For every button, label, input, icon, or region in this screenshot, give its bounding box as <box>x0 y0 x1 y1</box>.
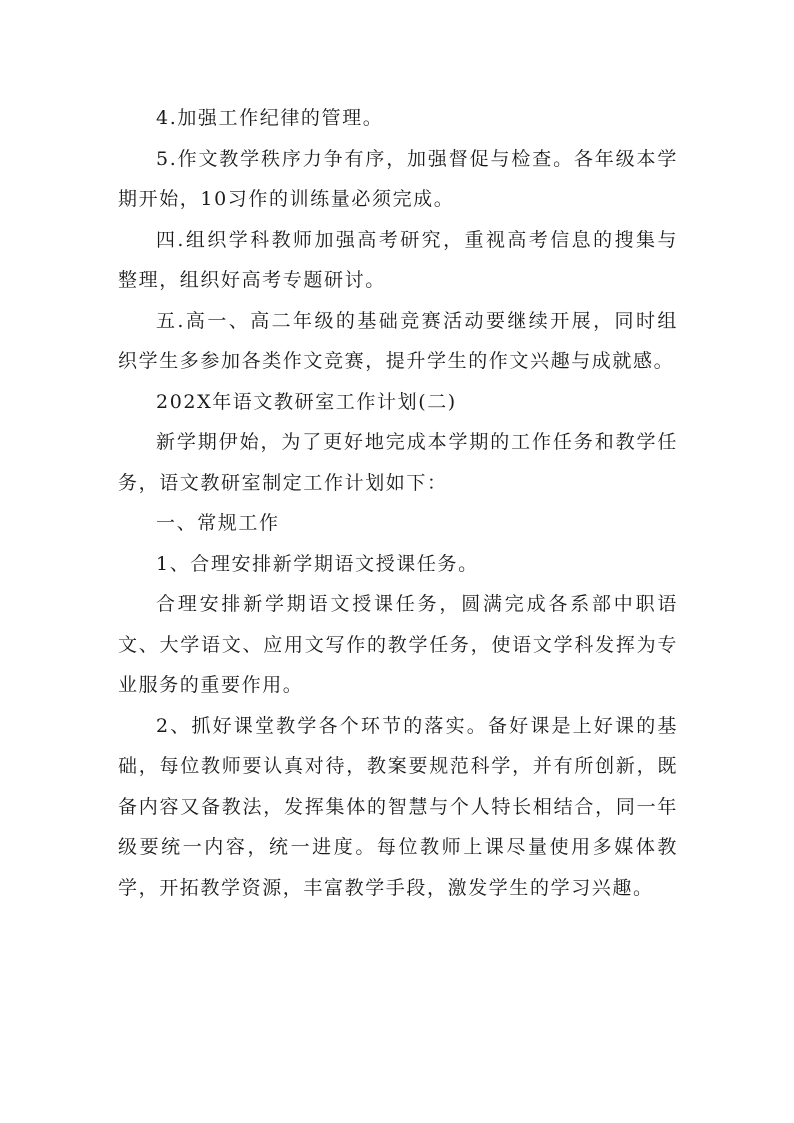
item-heading-1: 1、合理安排新学期语文授课任务。 <box>156 552 479 575</box>
document-page <box>118 98 678 908</box>
paragraph-item-4: 4.加强工作纪律的管理。 <box>156 107 384 129</box>
paragraph-section-4: 四.组织学科教师加强高考研究，重视高考信息的搜集与整理，组织好高考专题研讨。 <box>118 228 678 291</box>
paragraph-intro: 新学期伊始，为了更好地完成本学期的工作任务和教学任务，语文教研室制定工作计划如下： <box>118 431 678 494</box>
section-heading-routine: 一、常规工作 <box>156 512 280 534</box>
paragraph-section-5: 五.高一、高二年级的基础竞赛活动要继续开展，同时组织学生多参加各类作文竞赛，提升学生的作文兴趣与成就感。 <box>118 309 678 372</box>
document-subtitle: 202X年语文教研室工作计划(二) <box>156 390 457 413</box>
paragraph-item-5: 5.作文教学秩序力争有序，加强督促与检查。各年级本学期开始，10习作的训练量必须完成。 <box>118 147 678 210</box>
paragraph-item-2: 2、抓好课堂教学各个环节的落实。备好课是上好课的基础，每位教师要认真对待，教案要规范科学，并有所创新，既备内容又备教法，发挥集体的智慧与个人特长相结合，同一年级要统一内容，统一进度。每位教师上课尽量使用多媒体教学，开拓教学资源，丰富教学手段，激发学生的学习兴趣。 <box>118 714 678 899</box>
paragraph-item-1-body: 合理安排新学期语文授课任务，圆满完成各系部中职语文、大学语文、应用文写作的教学任务，使语文学科发挥为专业服务的重要作用。 <box>118 593 678 696</box>
